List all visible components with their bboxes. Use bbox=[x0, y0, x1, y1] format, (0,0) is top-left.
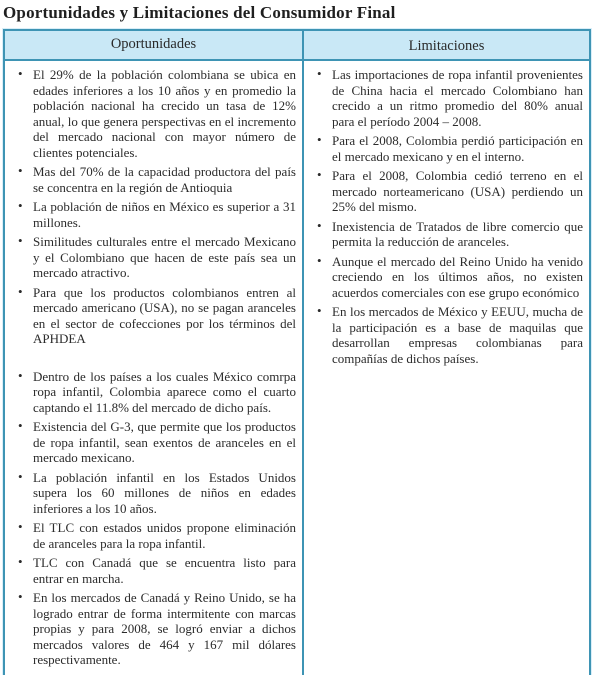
bullet-icon: • bbox=[317, 303, 322, 318]
limitations-cell bbox=[304, 61, 589, 675]
list-item bbox=[13, 234, 296, 281]
bullet-icon: • bbox=[18, 233, 23, 248]
list-item bbox=[13, 419, 296, 466]
bullet-icon: • bbox=[18, 589, 23, 604]
list-item bbox=[13, 470, 296, 517]
list-item bbox=[312, 219, 583, 250]
bullet-icon: • bbox=[18, 163, 23, 178]
bullet-icon: • bbox=[18, 468, 23, 484]
bullet-icon: • bbox=[18, 418, 23, 433]
bullet-icon: • bbox=[18, 66, 23, 81]
list-item bbox=[312, 168, 583, 215]
bullet-icon: • bbox=[317, 217, 322, 233]
list-item bbox=[13, 590, 296, 668]
list-item-text: Similitudes culturales entre el mercado Mexicano y el Colombiano que hacen de este país sea un mercado atractivo. bbox=[33, 234, 296, 280]
list-item-text: El TLC con estados unidos propone eliminación de aranceles para la ropa infantil. bbox=[33, 520, 296, 551]
list-item-text: TLC con Canadá que se encuentra listo para entrar en marcha. bbox=[33, 555, 296, 586]
list-item bbox=[13, 67, 296, 160]
bullet-icon: • bbox=[18, 198, 23, 213]
opportunities-header: Oportunidades bbox=[5, 31, 304, 59]
limitations-list bbox=[312, 67, 583, 366]
list-item-text: Para el 2008, Colombia cedió terreno en el mercado norteamericano (USA) perdiendo un 25% del mismo. bbox=[332, 168, 583, 214]
list-item bbox=[312, 304, 583, 366]
list-item bbox=[13, 369, 296, 416]
list-item bbox=[13, 199, 296, 230]
bullet-icon: • bbox=[317, 252, 322, 268]
bullet-icon: • bbox=[317, 167, 322, 182]
list-item-text: En los mercados de Canadá y Reino Unido, se ha logrado entrar de forma intermitente con marcas propias y para 2008, se logró enviar a dichos mercados valores de 464 y 167 mil dólares respectivamente. bbox=[33, 590, 296, 667]
list-item-text: Aunque el mercado del Reino Unido ha venido creciendo en los últimos años, no existen acuerdos comerciales con ese grupo económico bbox=[332, 253, 583, 300]
list-item-text: La población de niños en México es superior a 31 millones. bbox=[33, 199, 296, 230]
page-title: Oportunidades y Limitaciones del Consumidor Final bbox=[3, 3, 396, 22]
list-item-text: En los mercados de México y EEUU, mucha de la participación es a base de maquilas que desarrollan empresas colombianas para compañías de dichos países. bbox=[332, 304, 583, 366]
list-item-text: Inexistencia de Tratados de libre comercio que permita la reducción de aranceles. bbox=[332, 218, 583, 249]
list-item-text: Existencia del G-3, que permite que los productos de ropa infantil, sean exentos de aranceles en el mercado mexicano. bbox=[33, 419, 296, 465]
list-item bbox=[312, 133, 583, 164]
list-item-text: El 29% de la población colombiana se ubica en edades inferiores a los 10 años y en promedio la población nacional ha crecido un tasa de 12% anual, lo que genera perspectivas en el incremento del mercado nacional con mayor número de clientes potenciales. bbox=[33, 67, 296, 160]
opportunities-cell bbox=[5, 61, 304, 675]
table-body-row bbox=[5, 61, 589, 675]
opportunities-list bbox=[13, 67, 296, 347]
limitations-header: Limitaciones bbox=[408, 38, 485, 54]
bullet-icon: • bbox=[18, 519, 23, 534]
list-item-text: Dentro de los países a los cuales México comrpa ropa infantil, Colombia aparece como el cuarto captando el 11.8% del mercado de dicho país. bbox=[33, 368, 296, 415]
list-item-text: La población infantil en los Estados Unidos supera los 60 millones de niños en edades inferiores a los 10 años. bbox=[33, 469, 296, 516]
bullet-icon: • bbox=[18, 283, 23, 299]
list-item-text: Para que los productos colombianos entren al mercado americano (USA), no se pagan aranceles en el sector de cofecciones por los términos del APHDEA bbox=[33, 284, 296, 346]
list-item bbox=[312, 67, 583, 129]
list-item-text: Mas del 70% de la capacidad productora del país se concentra en la región de Antioquia bbox=[33, 164, 296, 195]
bullet-icon: • bbox=[317, 66, 322, 81]
list-item-text: Las importaciones de ropa infantil provenientes de China hacia el mercado Colombiano han crecido a un ritmo promedio del 80% anual para el período 2004 – 2008. bbox=[332, 67, 583, 129]
bullet-icon: • bbox=[18, 554, 23, 569]
list-item bbox=[13, 164, 296, 195]
list-item bbox=[13, 555, 296, 586]
opportunities-list-continued bbox=[13, 369, 296, 668]
bullet-icon: • bbox=[18, 367, 23, 383]
list-item-text: Para el 2008, Colombia perdió participación en el mercado mexicano y en el interno. bbox=[332, 133, 583, 164]
comparison-table bbox=[3, 29, 591, 675]
list-item bbox=[13, 285, 296, 347]
list-item bbox=[312, 254, 583, 301]
table-header-row bbox=[5, 31, 589, 61]
list-item bbox=[13, 520, 296, 551]
bullet-icon: • bbox=[317, 132, 322, 147]
